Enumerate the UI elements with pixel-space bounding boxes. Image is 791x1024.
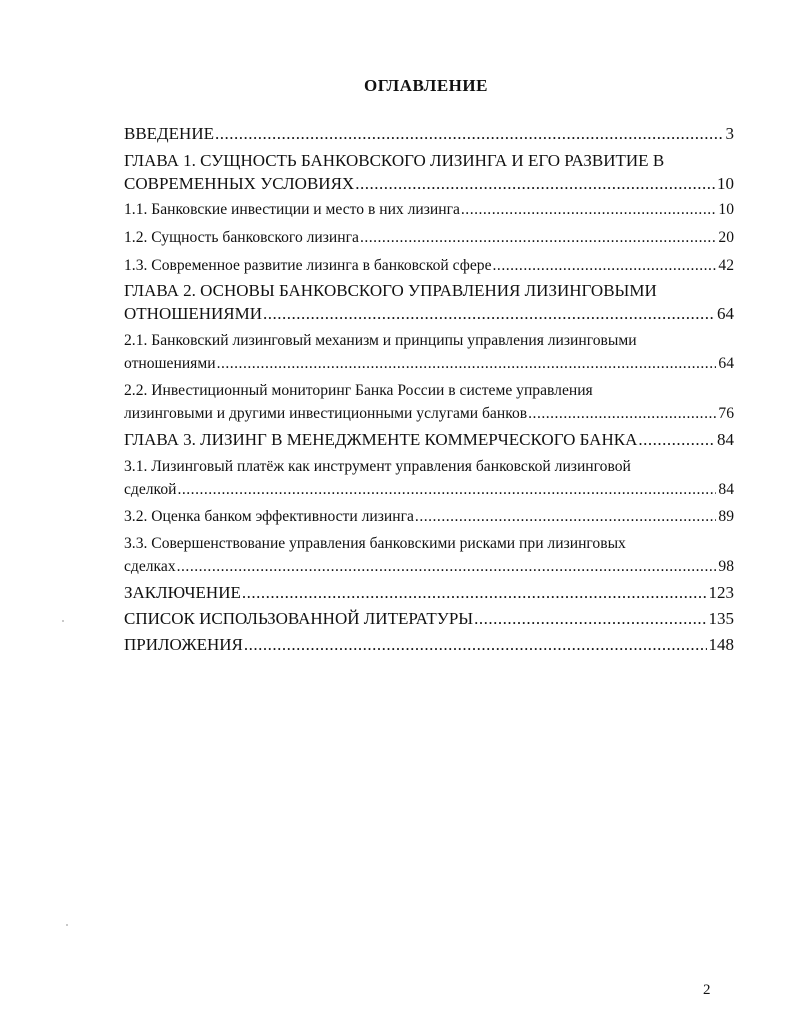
toc-entry-line <box>124 505 734 528</box>
toc-entry-title-line: 2.1. Банковский лизинговый механизм и принципы управления лизинговыми <box>124 332 637 349</box>
toc-chapter-entry <box>124 607 734 630</box>
toc-entry-page: 84 <box>718 481 734 498</box>
toc-entry-title: ЗАКЛЮЧЕНИЕ <box>124 583 241 602</box>
toc-entry-line <box>124 555 734 578</box>
toc-title: ОГЛАВЛЕНИЕ <box>364 76 488 95</box>
toc-entry-line <box>124 122 734 145</box>
toc-entry-title: ГЛАВА 3. ЛИЗИНГ В МЕНЕДЖМЕНТЕ КОММЕРЧЕСКОГО БАНКА <box>124 430 638 449</box>
toc-entry-page: 3 <box>725 124 734 143</box>
toc-entry-title-line: 3.3. Совершенствование управления банковскими рисками при лизинговых <box>124 535 626 552</box>
toc-section-entry <box>124 532 734 578</box>
dot-leader <box>244 633 707 656</box>
toc-entry-line <box>124 226 734 249</box>
dot-leader <box>638 428 715 451</box>
toc-entry-title: лизинговыми и другими инвестиционными услугами банков <box>124 405 528 422</box>
toc-entry-page: 42 <box>718 257 734 274</box>
toc-chapter-entry <box>124 279 734 325</box>
dot-leader <box>217 352 717 375</box>
page-number: 2 <box>703 982 711 998</box>
scan-speck <box>66 924 68 926</box>
toc-entry-line <box>124 352 734 375</box>
dot-leader <box>215 122 724 145</box>
dot-leader <box>493 254 717 277</box>
toc-section-entry <box>124 198 734 221</box>
toc-entry-line <box>124 302 734 325</box>
toc-entry-title: 3.2. Оценка банком эффективности лизинга <box>124 508 414 525</box>
toc-entry-page: 10 <box>717 174 734 193</box>
toc-chapter-entry <box>124 581 734 604</box>
toc-chapter-entry <box>124 149 734 195</box>
toc-entry-line <box>124 428 734 451</box>
toc-chapter-entry <box>124 428 734 451</box>
toc-entry-title: 1.2. Сущность банковского лизинга <box>124 229 359 246</box>
toc-entry-title: ОТНОШЕНИЯМИ <box>124 304 263 323</box>
toc-chapter-entry <box>124 122 734 145</box>
dot-leader <box>528 402 716 425</box>
dot-leader <box>242 581 707 604</box>
toc-entry-title: 1.3. Современное развитие лизинга в банковской сфере <box>124 257 492 274</box>
toc-entry-line <box>124 633 734 656</box>
toc-entry-page: 76 <box>718 405 734 422</box>
dot-leader <box>415 505 716 528</box>
toc-entry-title: СОВРЕМЕННЫХ УСЛОВИЯХ <box>124 174 355 193</box>
toc-entry-title: 1.1. Банковские инвестиции и место в них лизинга <box>124 201 460 218</box>
toc-entry-title-line: 2.2. Инвестиционный мониторинг Банка России в системе управления <box>124 382 593 399</box>
toc-section-entry <box>124 254 734 277</box>
toc-entry-page: 123 <box>708 583 734 602</box>
table-of-contents <box>124 122 734 656</box>
toc-entry-page: 84 <box>717 430 734 449</box>
toc-entry-title: ПРИЛОЖЕНИЯ <box>124 635 243 654</box>
toc-entry-title-line: 3.1. Лизинговый платёж как инструмент управления банковской лизинговой <box>124 458 631 475</box>
toc-entry-line <box>124 581 734 604</box>
toc-entry-title-line: ГЛАВА 2. ОСНОВЫ БАНКОВСКОГО УПРАВЛЕНИЯ ЛИЗИНГОВЫМИ <box>124 281 657 300</box>
toc-entry-page: 64 <box>718 355 734 372</box>
toc-entry-title-line: ГЛАВА 1. СУЩНОСТЬ БАНКОВСКОГО ЛИЗИНГА И ЕГО РАЗВИТИЕ В <box>124 151 665 170</box>
toc-entry-line <box>124 478 734 501</box>
dot-leader <box>177 478 716 501</box>
dot-leader <box>461 198 717 221</box>
toc-entry-page: 98 <box>718 558 734 575</box>
toc-entry-title: ВВЕДЕНИЕ <box>124 124 214 143</box>
toc-section-entry <box>124 226 734 249</box>
toc-entry-page: 20 <box>718 229 734 246</box>
dot-leader <box>360 226 716 249</box>
toc-entry-line <box>124 254 734 277</box>
toc-entry-line <box>124 402 734 425</box>
toc-entry-page: 10 <box>718 201 734 218</box>
toc-section-entry <box>124 455 734 501</box>
toc-entry-page: 64 <box>717 304 734 323</box>
dot-leader <box>355 172 715 195</box>
dot-leader <box>474 607 706 630</box>
toc-entry-line <box>124 198 734 221</box>
toc-entry-title: СПИСОК ИСПОЛЬЗОВАННОЙ ЛИТЕРАТУРЫ <box>124 609 474 628</box>
toc-section-entry <box>124 379 734 425</box>
toc-entry-title: сделках <box>124 558 176 575</box>
toc-entry-page: 89 <box>718 508 734 525</box>
scan-speck <box>62 620 64 622</box>
toc-entry-title: отношениями <box>124 355 216 372</box>
toc-entry-page: 148 <box>708 635 734 654</box>
toc-section-entry <box>124 505 734 528</box>
dot-leader <box>263 302 715 325</box>
toc-section-entry <box>124 329 734 375</box>
toc-entry-line <box>124 172 734 195</box>
toc-chapter-entry <box>124 633 734 656</box>
toc-entry-line <box>124 607 734 630</box>
toc-entry-page: 135 <box>708 609 734 628</box>
dot-leader <box>177 555 717 578</box>
toc-entry-title: сделкой <box>124 481 177 498</box>
